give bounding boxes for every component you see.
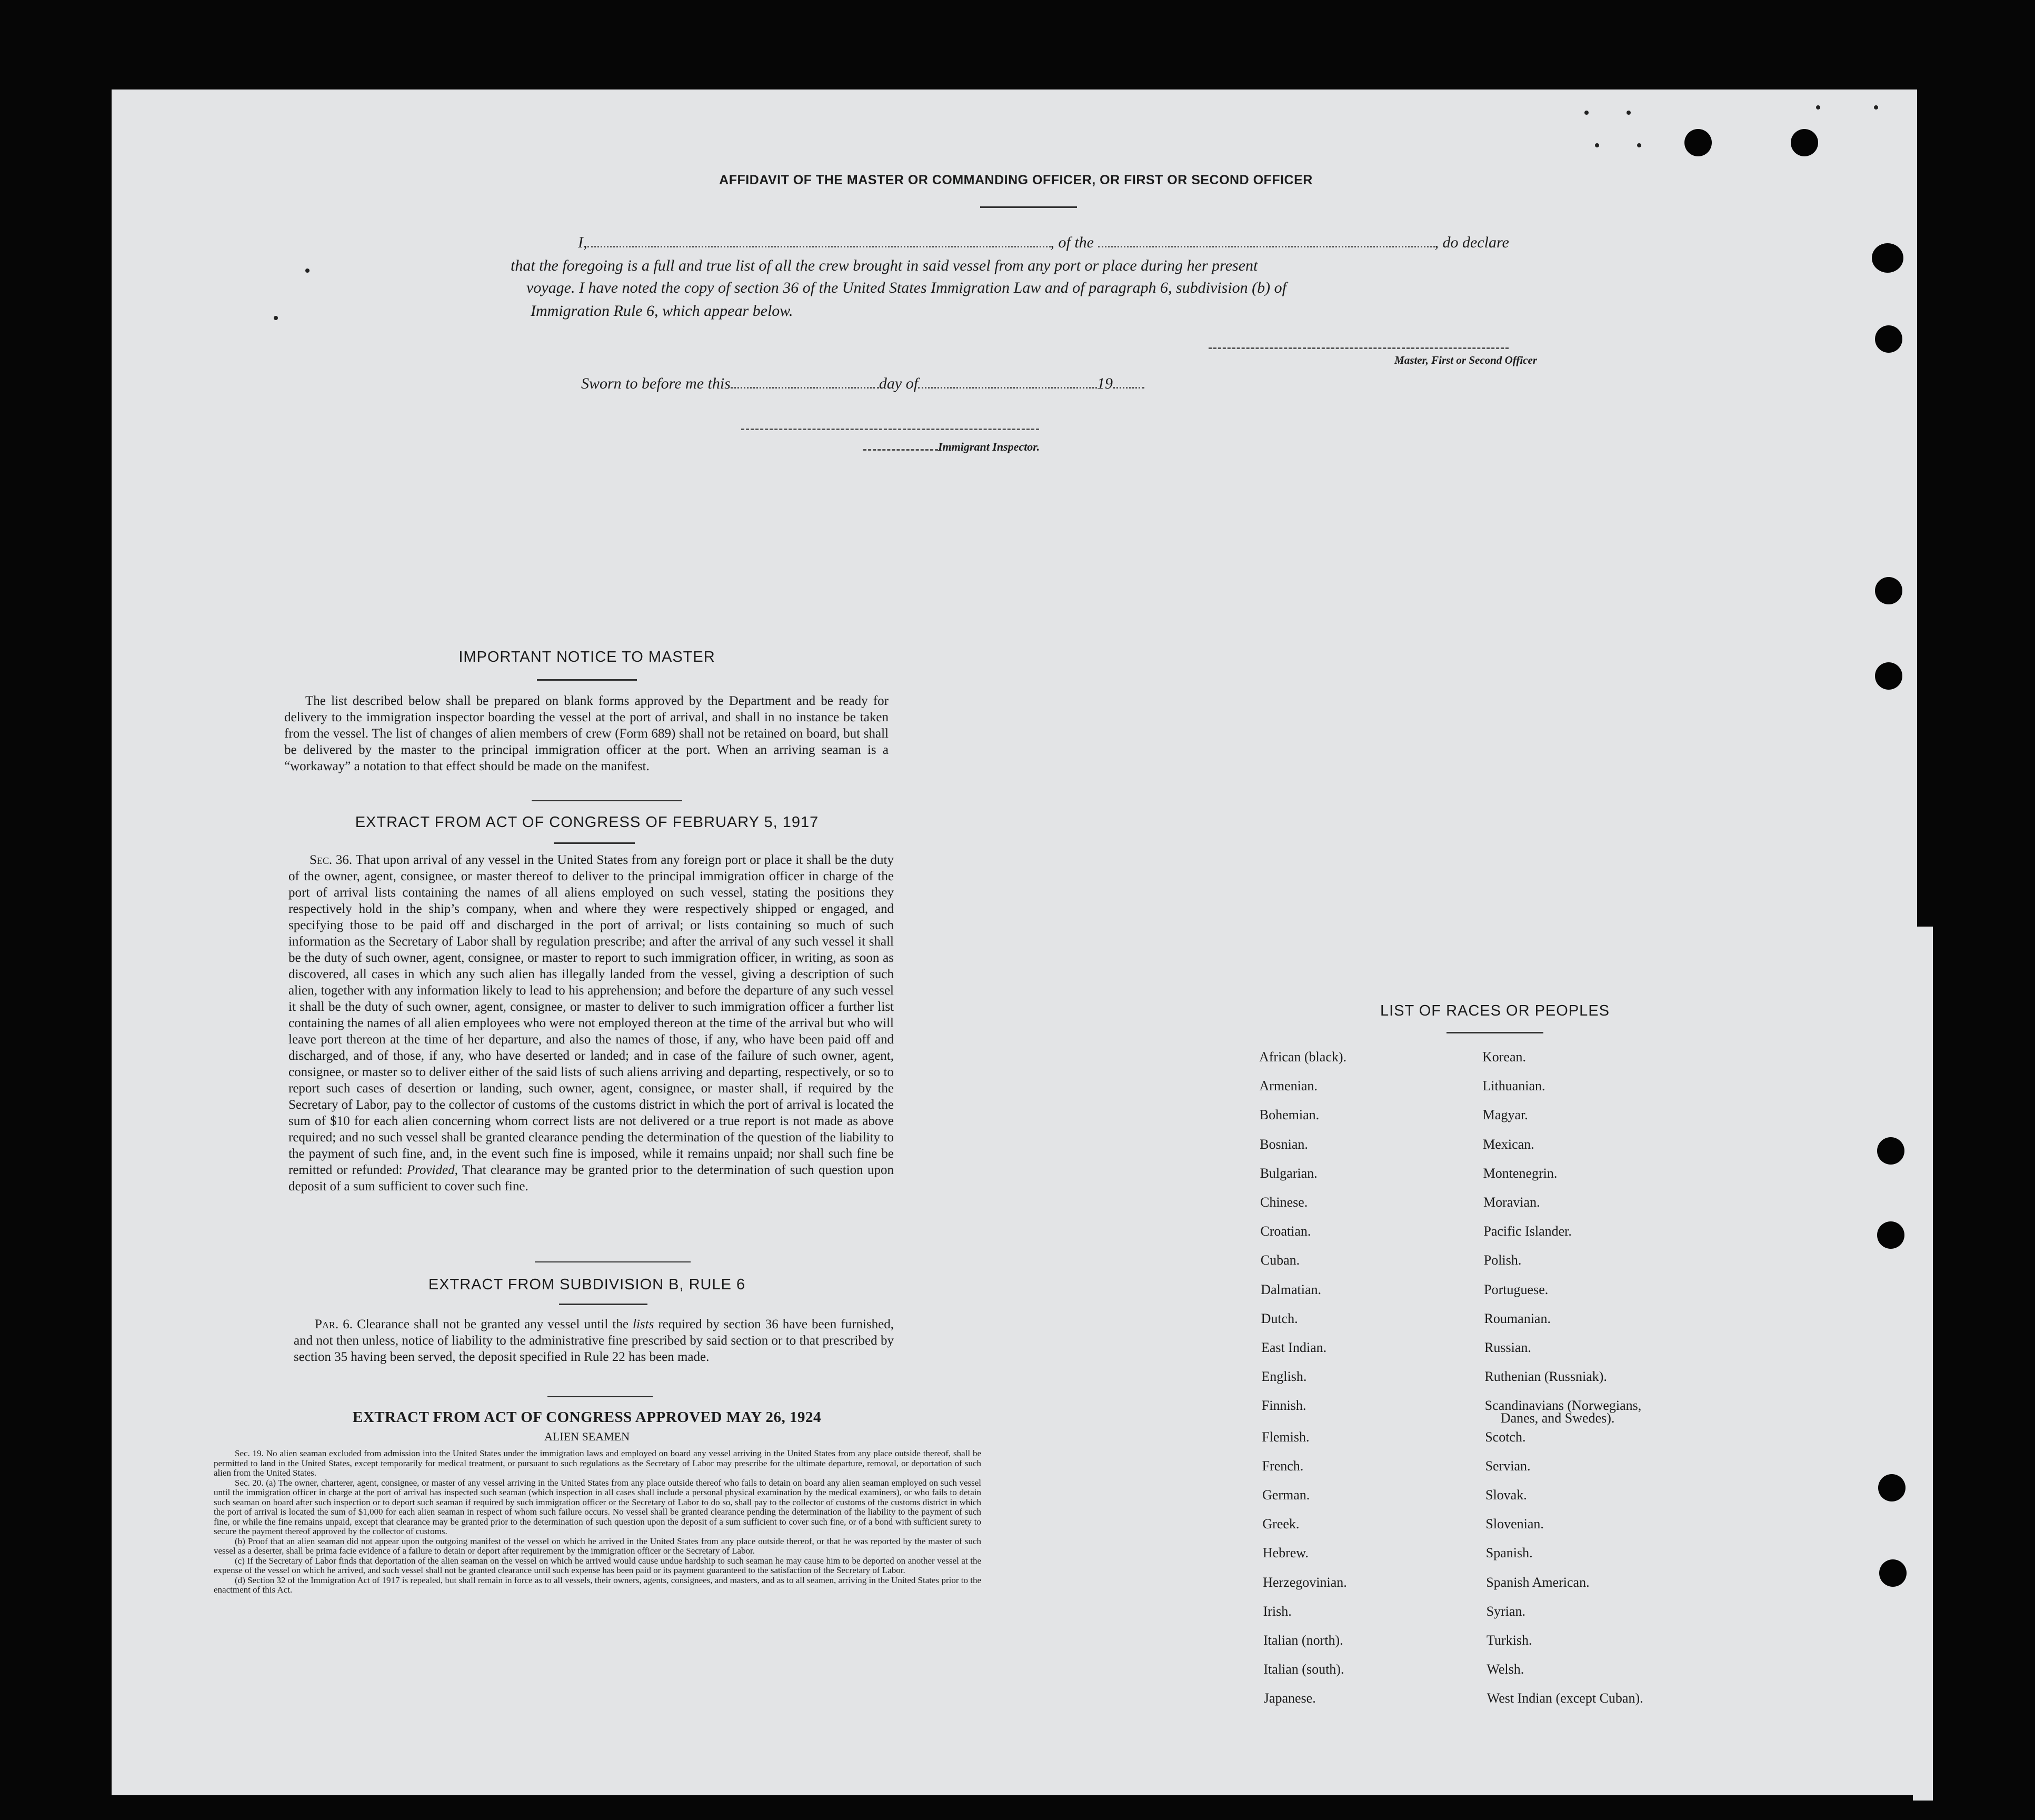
speck — [274, 316, 278, 320]
provided-word: Provided, — [406, 1163, 458, 1177]
inspector-lead-line — [863, 443, 938, 451]
races-rule — [1447, 1032, 1543, 1033]
race-item: Dalmatian. — [1261, 1281, 1321, 1297]
lists-word: lists — [633, 1317, 654, 1331]
section-divider — [547, 1396, 653, 1397]
sec-20d-paragraph: (d) Section 32 of the Immigration Act of 1917 is repealed, but shall remain in force as to all vessels, their owners, agents, consignees, and masters, and as to all seamen, arriving in the United States prior to the enactment of this Act. — [214, 1575, 981, 1595]
sworn-day-field[interactable] — [731, 375, 879, 389]
race-item: Hebrew. — [1262, 1545, 1309, 1561]
day-of-label: day of — [879, 375, 919, 392]
speck — [305, 268, 310, 273]
notice-title: IMPORTANT NOTICE TO MASTER — [458, 649, 715, 665]
race-item: Scotch. — [1485, 1429, 1526, 1445]
sec-20b-paragraph: (b) Proof that an alien seaman did not appear upon the outgoing manifest of the vessel on which he arrived in the United States from any place outside thereof, or that he was reported by the master of such vessel as a deserter, shall be prima facie evidence of a failure to detain or deport after requirement by the immigration officer or the Secretary of Labor. — [214, 1536, 981, 1556]
race-item: Armenian. — [1259, 1078, 1318, 1094]
punch-hole — [1791, 129, 1818, 156]
race-item: Servian. — [1485, 1458, 1531, 1474]
master-signature-caption: Master, First or Second Officer — [1394, 354, 1537, 366]
race-item: African (black). — [1259, 1049, 1347, 1065]
race-item: Cuban. — [1260, 1252, 1300, 1268]
race-item: Slovenian. — [1485, 1516, 1544, 1532]
punch-hole — [1875, 325, 1902, 353]
speck — [1637, 143, 1641, 147]
race-item: Polish. — [1483, 1252, 1522, 1268]
affidavit-line-3: voyage. I have noted the copy of section 36 of the United States Immigration Law and of paragraph 6, subdivision (b) of — [526, 279, 1286, 296]
race-item: Welsh. — [1487, 1662, 1524, 1677]
race-item: Greek. — [1262, 1516, 1300, 1532]
affidavit-line-1 — [578, 234, 1536, 252]
punch-hole — [1877, 1221, 1904, 1249]
speck — [1584, 111, 1589, 115]
rule-6-rule — [559, 1304, 647, 1305]
inspector-signature-line[interactable] — [741, 429, 1039, 430]
race-item: Ruthenian (Russniak). — [1484, 1369, 1607, 1385]
race-item: Roumanian. — [1484, 1310, 1551, 1326]
par-6-text-b: required by section 36 have been furnished, and not then unless, notice of liability to the administrative fine prescribed by said section or to that prescribed by section 35 having been served, the deposit specified in Rule 22 has been made. — [294, 1317, 894, 1364]
race-item: Italian (north). — [1263, 1633, 1343, 1648]
rule-6-title: EXTRACT FROM SUBDIVISION B, RULE 6 — [428, 1276, 746, 1293]
race-item: Bulgarian. — [1260, 1165, 1318, 1181]
race-item: Herzegovinian. — [1263, 1574, 1347, 1590]
extract-1917-title: EXTRACT FROM ACT OF CONGRESS OF FEBRUARY 5, 1917 — [355, 814, 819, 831]
race-item: Korean. — [1482, 1049, 1527, 1065]
race-item: Moravian. — [1483, 1195, 1540, 1210]
inspector-caption-text: Immigrant Inspector. — [938, 440, 1040, 453]
race-item: German. — [1262, 1487, 1310, 1503]
notice-rule — [537, 679, 637, 681]
speck — [1816, 105, 1820, 110]
sec-20a-paragraph: Sec. 20. (a) The owner, charterer, agent, consignee, or master of any vessel arriving in the United States from any place outside thereof who fails to detain on board any alien seaman employed on such vessel until the immigration officer in charge at the port of arrival has inspected such seaman (which inspection in all cases shall include a personal physical examination by the medical examiners), or who fails to detain such seaman on board after such inspection or to deport such seaman if required by such immigration officer or the Secretary of Labor to do so, shall pay to the collector of customs of the customs district in which the port of arrival is located the sum of $1,000 for each alien seaman in respect of whom such failure occurs. No vessel shall be granted clearance pending the determination of the liability to the payment of such fine, or while the fine remains unpaid, except that clearance may be granted prior to the determination of such question upon the deposit of a sum sufficient to cover such fine, or of a bond with sufficient surety to secure the payment thereof approved by the collector of customs. — [214, 1477, 981, 1536]
race-item: Finnish. — [1261, 1398, 1306, 1414]
race-item: Bohemian. — [1259, 1107, 1320, 1123]
par-6-text-a: Clearance shall not be granted any vessel until the — [357, 1317, 629, 1331]
race-item: Italian (south). — [1263, 1662, 1344, 1677]
race-item: Syrian. — [1486, 1603, 1525, 1619]
sec-36-ending: That clearance may be granted prior to the determination of such question upon deposit of a sum sufficient to cover such fine. — [288, 1163, 894, 1194]
speck — [1627, 111, 1631, 115]
race-item: Spanish. — [1485, 1545, 1533, 1561]
race-item: Pacific Islander. — [1483, 1224, 1572, 1239]
sec-36-label: Sec. 36. — [310, 853, 353, 867]
sworn-month-field[interactable] — [918, 375, 1097, 389]
declarant-prefix: I, — [578, 234, 587, 251]
race-item: West Indian (except Cuban). — [1487, 1690, 1643, 1706]
sec-36-text: That upon arrival of any vessel in the United States from any foreign port or place it shall be the duty of the owner, agent, consignee, or master thereof to deliver to the principal immigration officer in charge of the port of arrival lists containing the names of all aliens employed on such vessel, stating the positions they respectively hold in the ship’s company, when and where they were respectively shipped or engaged, and specifying those to be paid off and discharged in the port of arrival; or lists containing so much of such information as the Secretary of Labor shall by regulation prescribe; and after the arrival of any such vessel it shall be the duty of such owner, agent, consignee, or master to report to such immigration officer, in writing, as soon as discovered, all cases in which any such alien has illegally landed from the vessel, giving a description of such alien, together with any information likely to lead to his apprehension; and before the departure of any such vessel it shall be the duty of such owner, agent, consignee, or master to deliver to such immigration officer a further list containing the names of all alien employees who were not employed thereon at the time of the arrival but who will leave port thereon at the time of her departure, and also the names of those, if any, who have been paid off and discharged, and of those, if any, who have deserted or landed; and in case of the failure of such owner, agent, consignee, or master so to deliver either of the said lists of such aliens arriving and departing, respectively, or so to report such cases of desertion or landing, such owner, agent, consignee, or master shall, if required by the Secretary of Labor, pay to the collector of customs of the customs district in which the port of arrival is located the sum of $10 for each alien concerning whom correct lists are not delivered or a true report is not made as above required; and no such vessel shall be granted clearance pending the determination of the question of the liability to the payment of such fine, and, in the event such fine is imposed, while it remains unpaid; nor shall such fine be remitted or refunded: — [288, 853, 894, 1177]
punch-hole — [1684, 129, 1712, 156]
section-36-paragraph — [288, 852, 894, 1195]
punch-hole — [1875, 662, 1902, 690]
declarant-name-field[interactable] — [587, 234, 1051, 247]
race-item: French. — [1262, 1458, 1304, 1474]
race-item: Spanish American. — [1486, 1574, 1590, 1590]
punch-hole — [1875, 577, 1902, 604]
affidavit-title: AFFIDAVIT OF THE MASTER OR COMMANDING OFFICER, OR FIRST OR SECOND OFFICER — [719, 173, 1313, 187]
sworn-year-field[interactable] — [1113, 375, 1144, 389]
master-signature-line[interactable] — [1209, 347, 1509, 349]
race-item: Scandinavians (Norwegians, — [1484, 1398, 1642, 1414]
race-item: Slovak. — [1485, 1487, 1527, 1503]
race-item: Magyar. — [1482, 1107, 1528, 1123]
section-divider — [535, 1261, 691, 1262]
year-prefix-label: 19 — [1097, 375, 1113, 392]
race-item: Bosnian. — [1260, 1136, 1308, 1152]
race-item-continuation: Danes, and Swedes). — [1500, 1410, 1615, 1426]
race-item: Russian. — [1484, 1340, 1531, 1355]
punch-hole — [1879, 1559, 1907, 1587]
race-item: English. — [1261, 1369, 1307, 1385]
paragraph-6 — [294, 1316, 894, 1365]
rule-6-body — [294, 1316, 894, 1365]
affidavit-line-2: that the foregoing is a full and true list of all the crew brought in said vessel from any port or place during her present — [511, 257, 1258, 274]
alien-seamen-subtitle: ALIEN SEAMEN — [544, 1430, 630, 1443]
race-item: Dutch. — [1261, 1310, 1298, 1326]
race-item: Montenegrin. — [1483, 1165, 1558, 1181]
notice-paragraph: The list described below shall be prepared on blank forms approved by the Department and be ready for delivery to the immigration inspector boarding the vessel at the port of arrival, and shall in no instance be taken from the vessel. The list of changes of alien members of crew (Form 689) shall not be retained on board, but shall be delivered by the master to the principal immigration officer at the port. When an arriving seaman is a “workaway” a notation to that effect should be made on the manifest. — [284, 694, 889, 773]
extract-1924-body — [214, 1449, 981, 1595]
race-item: Japanese. — [1263, 1690, 1316, 1706]
race-item: Irish. — [1263, 1603, 1292, 1619]
declare-label: , do declare — [1434, 234, 1509, 251]
of-the-label: , of the — [1050, 234, 1094, 251]
race-item: East Indian. — [1261, 1340, 1327, 1355]
race-item: Chinese. — [1260, 1195, 1308, 1210]
affidavit-line-4: Immigration Rule 6, which appear below. — [531, 302, 793, 320]
race-item: Mexican. — [1483, 1136, 1534, 1152]
races-title: LIST OF RACES OR PEOPLES — [1380, 1002, 1610, 1019]
par-6-label: Par. 6. — [315, 1317, 353, 1331]
notice-body — [284, 693, 889, 774]
speck — [1874, 105, 1878, 110]
race-item: Croatian. — [1260, 1224, 1311, 1239]
inspector-signature-caption — [863, 440, 1084, 454]
page-edge — [1913, 927, 1933, 1801]
speck — [1595, 143, 1599, 147]
sec-20c-paragraph: (c) If the Secretary of Labor finds that deportation of the alien seaman on the vessel on which he arrived would cause undue hardship to such seaman he may cause him to be deported on another vessel at the expense of the vessel on which he arrived, and such vessel shall not be granted clearance until such expense has been paid or its payment guaranteed to the satisfaction of the Secretary of Labor. — [214, 1555, 981, 1575]
punch-hole — [1878, 1474, 1906, 1501]
extract-1917-body — [288, 852, 894, 1195]
race-item: Turkish. — [1487, 1633, 1532, 1648]
section-divider — [532, 800, 682, 801]
punch-hole — [1872, 243, 1903, 273]
extract-1917-rule — [554, 842, 635, 844]
race-item: Lithuanian. — [1482, 1078, 1545, 1094]
extract-1924-title: EXTRACT FROM ACT OF CONGRESS APPROVED MAY 26, 1924 — [353, 1409, 821, 1426]
title-rule — [980, 206, 1077, 208]
vessel-name-field[interactable] — [1098, 234, 1435, 247]
sec-19-paragraph: Sec. 19. No alien seaman excluded from admission into the United States under the immigration laws and employed on board any vessel arriving in the United States from any place outside thereof, shall be permitted to land in the United States, except temporarily for medical treatment, or pursuant to such regulations as the Secretary of Labor may prescribe for the ultimate departure, removal, or deportation of such alien from the United States. — [214, 1448, 981, 1478]
sworn-label: Sworn to before me this — [581, 375, 731, 392]
punch-hole — [1877, 1137, 1904, 1165]
sworn-line — [581, 375, 1265, 393]
race-item: Portuguese. — [1484, 1281, 1549, 1297]
race-item: Flemish. — [1262, 1429, 1310, 1445]
